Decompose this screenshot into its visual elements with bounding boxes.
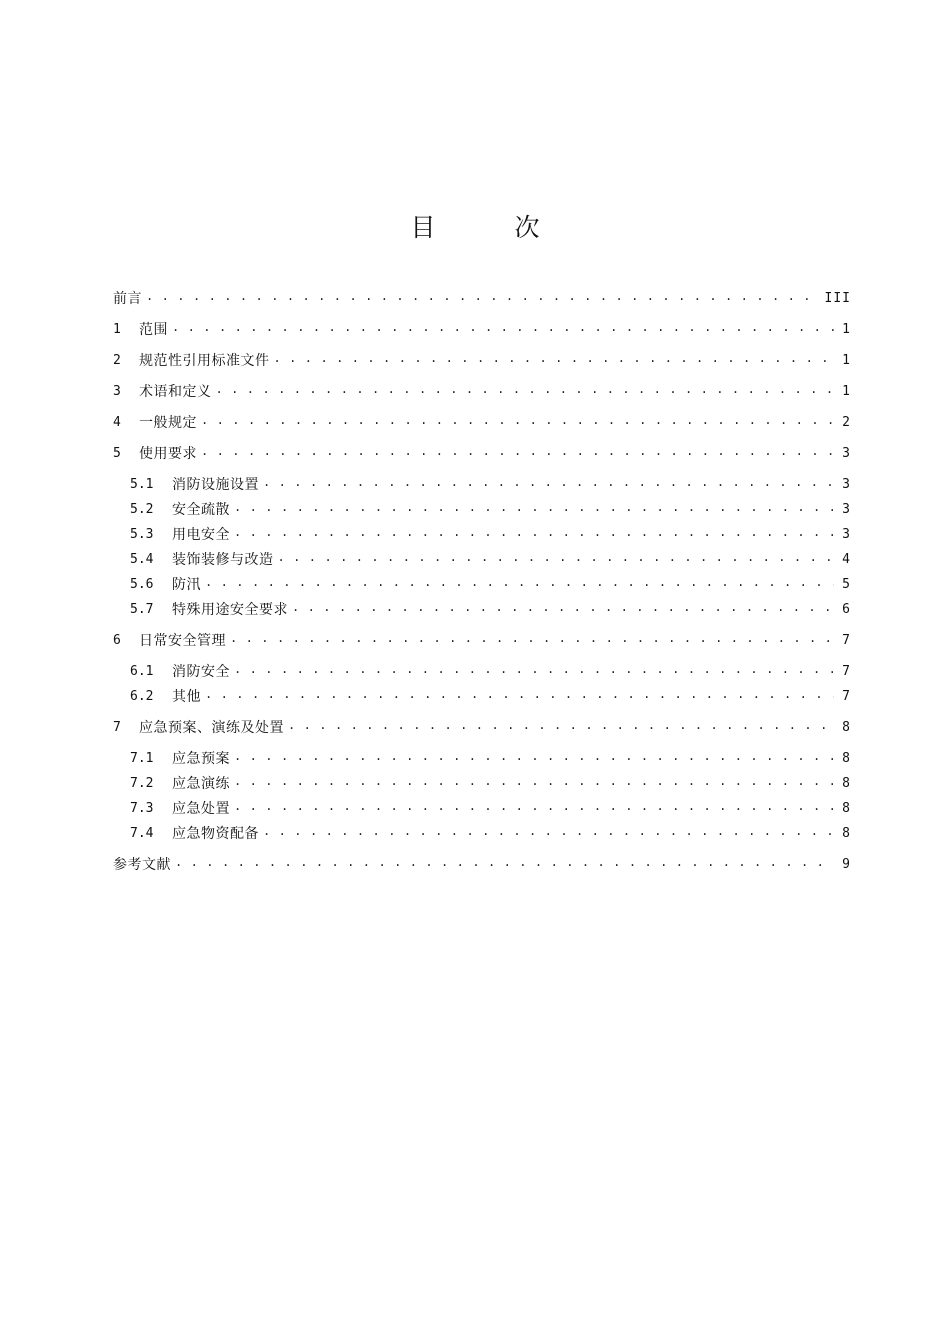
toc-entry-foreword[interactable] [113,287,851,309]
toc-entry-5[interactable] [113,442,851,464]
toc-entry-5-4[interactable] [130,548,851,570]
toc-page-number: 8 [842,825,851,841]
toc-label: 应急预案、演练及处置 [139,720,284,736]
toc-leader-dots [172,318,834,340]
toc-label: 消防安全 [172,664,230,680]
toc-leader-dots [263,473,834,495]
toc-section-number: 5.2 [130,501,154,517]
toc-page-number: 8 [842,750,851,766]
toc-page-number: 3 [842,445,851,461]
toc-entry-5-3[interactable] [130,523,851,545]
toc-page-number: 8 [842,775,851,791]
toc-leader-dots [205,573,834,595]
toc-section-number: 7.3 [130,800,154,816]
toc-section-number: 5.1 [130,476,154,492]
toc-page-number: 7 [842,688,851,704]
toc-section-number: 3 [113,383,121,399]
toc-leader-dots [234,498,834,520]
toc-page-number: 3 [842,501,851,517]
toc-entry-1[interactable] [113,318,851,340]
toc-entry-6[interactable] [113,629,851,651]
toc-section-number: 6 [113,632,121,648]
toc-leader-dots [201,442,834,464]
toc-entry-3[interactable] [113,380,851,402]
toc-entry-6-2[interactable] [130,685,851,707]
toc-label: 规范性引用标准文件 [139,353,270,369]
toc-leader-dots [230,629,834,651]
toc-label: 应急处置 [172,801,230,817]
toc-page-number: 3 [842,526,851,542]
toc-page-number: 9 [842,856,851,872]
toc-section-number: 7.1 [130,750,154,766]
toc-leader-dots [292,598,834,620]
toc-leader-dots [234,747,834,769]
toc-section-number: 6.2 [130,688,154,704]
toc-label: 参考文献 [113,857,171,873]
toc-label: 应急物资配备 [172,826,259,842]
toc-leader-dots [234,772,834,794]
toc-leader-dots [201,411,834,433]
toc-entry-5-6[interactable] [130,573,851,595]
toc-section-number: 5 [113,445,121,461]
toc-section-number: 5.7 [130,601,154,617]
toc-page-number: 1 [842,352,851,368]
toc-page-number: 1 [842,383,851,399]
toc-entry-references[interactable] [113,853,851,875]
toc-leader-dots [175,853,834,875]
toc-entry-5-7[interactable] [130,598,851,620]
toc-label: 日常安全管理 [139,633,226,649]
toc-leader-dots [234,797,834,819]
toc-label: 应急演练 [172,776,230,792]
toc-label: 装饰装修与改造 [172,552,274,568]
toc-entry-7-3[interactable] [130,797,851,819]
toc-leader-dots [216,380,835,402]
toc-entry-2[interactable] [113,349,851,371]
toc-leader-dots [263,822,834,844]
toc-page-number: III [824,290,851,306]
toc-entry-7-1[interactable] [130,747,851,769]
toc-leader-dots [234,523,834,545]
toc-leader-dots [278,548,835,570]
toc-page-number: 4 [842,551,851,567]
toc-entry-7-2[interactable] [130,772,851,794]
toc-label: 安全疏散 [172,502,230,518]
toc-label: 一般规定 [139,415,197,431]
toc-label: 用电安全 [172,527,230,543]
toc-section-number: 5.6 [130,576,154,592]
toc-section-number: 5.4 [130,551,154,567]
toc-label: 范围 [139,322,168,338]
toc-entry-4[interactable] [113,411,851,433]
toc-label: 特殊用途安全要求 [172,602,288,618]
toc-page-number: 6 [842,601,851,617]
toc-section-number: 7.2 [130,775,154,791]
toc-entry-5-1[interactable] [130,473,851,495]
toc-section-number: 7.4 [130,825,154,841]
toc-entry-7-4[interactable] [130,822,851,844]
toc-label: 消防设施设置 [172,477,259,493]
toc-page-number: 1 [842,321,851,337]
toc-page-number: 8 [842,800,851,816]
toc-section-number: 7 [113,719,121,735]
toc-entry-7[interactable] [113,716,851,738]
toc-leader-dots [205,685,834,707]
toc-leader-dots [234,660,834,682]
toc-label: 前言 [113,291,142,307]
toc-section-number: 5.3 [130,526,154,542]
toc-section-number: 2 [113,352,121,368]
toc-page-number: 5 [842,576,851,592]
toc-leader-dots [288,716,834,738]
page-title: 目 次 [410,213,567,242]
toc-label: 术语和定义 [139,384,212,400]
toc-section-number: 1 [113,321,121,337]
toc-entry-6-1[interactable] [130,660,851,682]
toc-page-number: 7 [842,663,851,679]
toc-label: 其他 [172,689,201,705]
toc-label: 防汛 [172,577,201,593]
toc-entry-5-2[interactable] [130,498,851,520]
toc-leader-dots [274,349,835,371]
toc-page-number: 8 [842,719,851,735]
toc-page-number: 7 [842,632,851,648]
toc-section-number: 6.1 [130,663,154,679]
toc-page-number: 2 [842,414,851,430]
toc-section-number: 4 [113,414,121,430]
toc-page-number: 3 [842,476,851,492]
toc-leader-dots [146,287,817,309]
toc-label: 使用要求 [139,446,197,462]
toc-label: 应急预案 [172,751,230,767]
